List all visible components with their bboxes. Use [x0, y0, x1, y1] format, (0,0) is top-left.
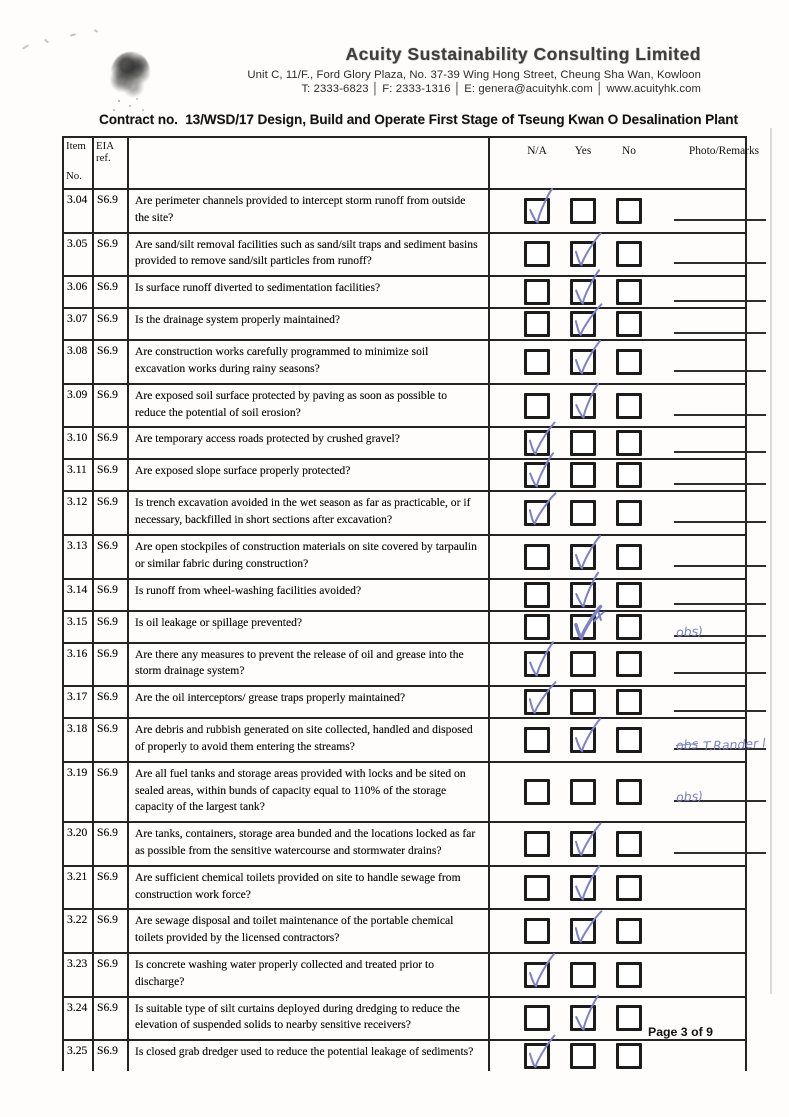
checkbox-yes[interactable]	[570, 198, 596, 224]
item-no-cell: 3.10	[63, 427, 93, 459]
checklist-table	[62, 136, 767, 1071]
item-no-cell: 3.16	[63, 643, 93, 687]
checkbox-na[interactable]	[524, 544, 550, 570]
item-no-cell: 3.07	[63, 308, 93, 340]
checkbox-no[interactable]	[616, 779, 642, 805]
answer-cell	[489, 459, 746, 491]
question-cell: Are sufficient chemical toilets provided on site to handle sewage from construction work force?	[128, 866, 489, 910]
checkbox-no[interactable]	[616, 198, 642, 224]
eia-ref-cell: S6.9	[93, 233, 128, 277]
question-cell: Are construction works carefully programmed to minimize soil excavation works during rainy seasons?	[128, 340, 489, 384]
item-no-cell: 3.11	[63, 459, 93, 491]
question-cell: Is surface runoff diverted to sedimentation facilities?	[128, 276, 489, 308]
x-mark-annotation: ✗	[590, 606, 608, 629]
checkbox-yes[interactable]	[570, 651, 596, 677]
checkbox-na[interactable]	[524, 831, 550, 857]
checkbox-na[interactable]	[524, 1005, 550, 1031]
check-mark-icon	[569, 338, 603, 378]
checkbox-no[interactable]	[616, 614, 642, 640]
question-cell: Are there any measures to prevent the release of oil and grease into the storm drainage system?	[128, 643, 489, 687]
checkbox-na[interactable]	[524, 582, 550, 608]
checkbox-no[interactable]	[616, 544, 642, 570]
remark-line[interactable]	[674, 398, 766, 416]
checkbox-na[interactable]	[524, 1043, 550, 1069]
eia-ref-cell: S6.9	[93, 579, 128, 611]
check-mark-icon	[569, 533, 603, 573]
col-header-eia-ref: EIA ref.	[93, 137, 128, 189]
question-cell: Are exposed slope surface properly protected?	[128, 459, 489, 491]
checkbox-no[interactable]	[616, 462, 642, 488]
eia-ref-cell: S6.9	[93, 189, 128, 233]
checkbox-na[interactable]	[524, 241, 550, 267]
checkbox-yes[interactable]	[570, 727, 596, 753]
checkbox-na[interactable]	[524, 689, 550, 715]
item-no-cell: 3.08	[63, 340, 93, 384]
item-no-cell: 3.24	[63, 997, 93, 1041]
checklist-row	[63, 535, 746, 579]
eia-ref-cell: S6.9	[93, 762, 128, 822]
check-mark-icon	[521, 185, 559, 228]
company-name: Acuity Sustainability Consulting Limited	[345, 44, 701, 64]
table-header-row	[63, 137, 746, 189]
question-cell: Are the oil interceptors/ grease traps properly maintained?	[128, 686, 489, 718]
question-cell: Are all fuel tanks and storage areas provided with locks and be sited on sealed areas, within bunds of capacity equal to 110% of the storage capacity of the largest tank?	[128, 762, 489, 822]
checkbox-yes[interactable]	[570, 544, 596, 570]
checkbox-na[interactable]	[524, 198, 550, 224]
check-mark-icon	[522, 639, 558, 681]
checkbox-na[interactable]	[524, 614, 550, 640]
question-cell: Are open stockpiles of construction materials on site covered by tarpaulin or similar fabric during construction?	[128, 535, 489, 579]
checkbox-yes[interactable]	[570, 311, 596, 337]
checkbox-no[interactable]	[616, 875, 642, 901]
remark-line[interactable]	[674, 505, 766, 523]
answer-cell	[489, 762, 746, 822]
item-no-cell: 3.09	[63, 384, 93, 428]
checklist-row	[63, 611, 746, 643]
checkbox-na[interactable]	[524, 349, 550, 375]
checklist-row	[63, 276, 746, 308]
eia-ref-cell: S6.9	[93, 718, 128, 762]
eia-ref-cell: S6.9	[93, 308, 128, 340]
answer-cell	[489, 909, 746, 953]
check-mark-icon	[522, 451, 558, 493]
item-no-cell: 3.23	[63, 953, 93, 997]
checklist-row	[63, 997, 746, 1041]
checkbox-na[interactable]	[524, 875, 550, 901]
checklist-row	[63, 1040, 746, 1071]
handwritten-remark: obs)	[675, 622, 704, 640]
check-mark-icon	[569, 716, 603, 756]
company-address: Unit C, 11/F., Ford Glory Plaza, No. 37-39 Wing Hong Street, Cheung Sha Wan, Kowloon	[247, 69, 701, 81]
checkbox-na[interactable]	[524, 727, 550, 753]
checklist-row	[63, 762, 746, 822]
question-cell: Is runoff from wheel-washing facilities avoided?	[128, 579, 489, 611]
checkbox-yes[interactable]	[570, 241, 596, 267]
checkbox-yes[interactable]	[570, 393, 596, 419]
check-mark-icon	[567, 380, 605, 423]
answer-cell	[489, 233, 746, 277]
checkbox-no[interactable]	[616, 311, 642, 337]
checkbox-no[interactable]	[616, 1043, 642, 1069]
eia-ref-cell: S6.9	[93, 384, 128, 428]
remark-line[interactable]	[674, 882, 766, 898]
checklist-row	[63, 822, 746, 866]
checkbox-no[interactable]	[616, 831, 642, 857]
remark-line[interactable]	[674, 836, 766, 854]
check-mark-icon	[521, 677, 558, 720]
checkbox-yes[interactable]	[570, 349, 596, 375]
check-mark-icon	[568, 230, 603, 271]
answer-cell	[489, 308, 746, 340]
checkbox-no[interactable]	[616, 349, 642, 375]
answer-cell	[489, 718, 767, 762]
eia-ref-cell: S6.9	[93, 909, 128, 953]
checklist-body	[63, 189, 767, 1071]
eia-ref-cell: S6.9	[93, 866, 128, 910]
remark-line[interactable]	[674, 1050, 766, 1066]
check-mark-icon	[522, 1032, 557, 1073]
item-no-cell: 3.14	[63, 579, 93, 611]
checkbox-no[interactable]	[616, 651, 642, 677]
contract-title: Contract no. 13/WSD/17 Design, Build and Operate First Stage of Tseung Kwan O Desalination Plant	[99, 112, 738, 127]
answer-cell	[489, 953, 746, 997]
checkbox-na[interactable]	[524, 962, 550, 988]
eia-ref-cell: S6.9	[93, 1040, 128, 1071]
eia-ref-cell: S6.9	[93, 276, 128, 308]
answer-cell	[489, 686, 746, 718]
question-cell: Are temporary access roads protected by crushed gravel?	[128, 427, 489, 459]
company-contact: T: 2333-6823 │ F: 2333-1316 │ E: genera@acuityhk.com │ www.acuityhk.com	[301, 83, 701, 95]
eia-ref-cell: S6.9	[93, 535, 128, 579]
col-header-answers	[489, 137, 760, 189]
checklist-row	[63, 189, 746, 233]
checkbox-no[interactable]	[616, 1005, 642, 1031]
handwritten-remark: obs)	[675, 788, 704, 805]
remark-line[interactable]	[674, 587, 766, 605]
eia-ref-cell: S6.9	[93, 686, 128, 718]
eia-ref-cell: S6.9	[93, 643, 128, 687]
checklist-row	[63, 718, 746, 762]
check-mark-icon	[521, 488, 558, 531]
answer-cell	[489, 189, 746, 233]
check-mark-icon	[568, 819, 603, 860]
item-no-cell: 3.04	[63, 189, 93, 233]
check-mark-icon	[523, 951, 557, 991]
check-mark-icon	[567, 906, 604, 949]
checkbox-na[interactable]	[524, 779, 550, 805]
eia-ref-cell: S6.9	[93, 340, 128, 384]
item-header-line2: No.	[66, 170, 82, 182]
answer-cell	[489, 822, 746, 866]
checkbox-yes[interactable]	[570, 962, 596, 988]
question-cell: Is closed grab dredger used to reduce the potential leakage of sediments?	[128, 1040, 489, 1071]
checkbox-na[interactable]	[524, 393, 550, 419]
question-cell: Is suitable type of silt curtains deployed during dredging to reduce the elevation of suspended solids to nearby sensitive receivers?	[128, 997, 489, 1041]
checkbox-na[interactable]	[524, 651, 550, 677]
item-no-cell: 3.25	[63, 1040, 93, 1071]
question-cell: Are exposed soil surface protected by paving as soon as possible to reduce the potential of soil erosion?	[128, 384, 489, 428]
question-cell: Is concrete washing water properly collected and treated prior to discharge?	[128, 953, 489, 997]
remark-line[interactable]	[674, 203, 766, 221]
page-number: Page 3 of 9	[648, 1025, 713, 1039]
checklist-row	[63, 340, 746, 384]
checkbox-no[interactable]	[616, 727, 642, 753]
checklist-row	[63, 579, 746, 611]
answer-cell	[489, 579, 746, 611]
checklist-row	[63, 866, 746, 910]
item-no-cell: 3.13	[63, 535, 93, 579]
col-header-photo-remarks: Photo/Remarks	[688, 145, 760, 157]
scan-edge-line	[770, 128, 772, 994]
answer-cell	[489, 535, 746, 579]
checklist-row	[63, 953, 746, 997]
remark-line[interactable]	[674, 784, 766, 805]
checkbox-yes[interactable]	[570, 875, 596, 901]
checkbox-yes[interactable]	[570, 831, 596, 857]
item-header-line1: Item	[66, 140, 86, 152]
question-cell: Are sand/silt removal facilities such as sand/silt traps and sediment basins provided to remove sand/silt particles from runoff?	[128, 233, 489, 277]
item-no-cell: 3.22	[63, 909, 93, 953]
checklist-row	[63, 384, 746, 428]
item-no-cell: 3.21	[63, 866, 93, 910]
remark-line[interactable]	[674, 619, 766, 640]
checkbox-no[interactable]	[616, 241, 642, 267]
remark-line[interactable]	[674, 732, 767, 754]
checkbox-yes[interactable]	[570, 500, 596, 526]
checkbox-na[interactable]	[524, 279, 550, 305]
stamp-smudge-dots	[118, 100, 120, 102]
checklist-row	[63, 909, 746, 953]
checkbox-no[interactable]	[616, 918, 642, 944]
remark-line[interactable]	[674, 284, 766, 302]
col-header-question	[128, 137, 489, 189]
checklist-row	[63, 427, 746, 459]
checkbox-no[interactable]	[616, 279, 642, 305]
checklist-row	[63, 459, 746, 491]
checkbox-no[interactable]	[616, 393, 642, 419]
checkbox-yes[interactable]	[570, 689, 596, 715]
question-cell: Are perimeter channels provided to intercept storm runoff from outside the site?	[128, 189, 489, 233]
checklist-row	[63, 491, 746, 535]
answer-cell	[489, 606, 746, 643]
answer-cell	[489, 491, 746, 535]
checklist-row	[63, 233, 746, 277]
answer-cell	[489, 340, 746, 384]
checkbox-no[interactable]	[616, 582, 642, 608]
checkbox-na[interactable]	[524, 462, 550, 488]
question-cell: Are tanks, containers, storage area bunded and the locations locked as far as possible from the sensitive watercourse and stormwater drains?	[128, 822, 489, 866]
remark-line[interactable]	[674, 467, 766, 485]
remark-line[interactable]	[674, 656, 766, 674]
checklist-row	[63, 643, 746, 687]
eia-ref-cell: S6.9	[93, 997, 128, 1041]
remark-line[interactable]	[674, 354, 766, 372]
question-cell: Are debris and rubbish generated on site collected, handled and disposed of properly to avoid them entering the streams?	[128, 718, 489, 762]
pencil-marks	[14, 28, 134, 62]
item-no-cell: 3.18	[63, 718, 93, 762]
remark-line[interactable]	[674, 925, 766, 941]
col-header-item-no	[63, 137, 93, 189]
checkbox-na[interactable]	[524, 500, 550, 526]
remark-line[interactable]	[674, 316, 766, 334]
checklist-row	[63, 308, 746, 340]
eia-ref-cell: S6.9	[93, 459, 128, 491]
checkbox-yes[interactable]	[570, 918, 596, 944]
answer-cell	[489, 866, 746, 910]
item-no-cell: 3.05	[63, 233, 93, 277]
handwritten-remark: obs T.Rander l	[675, 735, 767, 754]
item-no-cell: 3.12	[63, 491, 93, 535]
item-no-cell: 3.17	[63, 686, 93, 718]
eia-ref-cell: S6.9	[93, 491, 128, 535]
item-no-cell: 3.20	[63, 822, 93, 866]
check-mark-icon	[567, 299, 604, 342]
checkbox-no[interactable]	[616, 962, 642, 988]
eia-ref-cell: S6.9	[93, 611, 128, 643]
eia-ref-cell: S6.9	[93, 822, 128, 866]
checkbox-yes[interactable]	[570, 779, 596, 805]
checkbox-yes[interactable]	[570, 1005, 596, 1031]
item-no-cell: 3.15	[63, 611, 93, 643]
eia-ref-cell: S6.9	[93, 953, 128, 997]
check-mark-icon	[568, 863, 604, 905]
remark-line[interactable]	[674, 694, 766, 712]
checkbox-yes[interactable]	[570, 462, 596, 488]
col-header-na: N/A	[527, 145, 547, 157]
checkbox-yes[interactable]	[570, 430, 596, 456]
checklist-row	[63, 686, 746, 718]
remark-line[interactable]	[674, 969, 766, 985]
question-cell: Is trench excavation avoided in the wet season as far as practicable, or if necessary, backfilled in short sections after excavation?	[128, 491, 489, 535]
question-cell: Is the drainage system properly maintained?	[128, 308, 489, 340]
col-header-no: No	[622, 145, 636, 157]
item-no-cell: 3.06	[63, 276, 93, 308]
checkbox-na[interactable]	[524, 311, 550, 337]
remark-line[interactable]	[674, 549, 766, 567]
checkbox-na[interactable]	[524, 918, 550, 944]
question-cell: Are sewage disposal and toilet maintenance of the portable chemical toilets provided by the licensed contractors?	[128, 909, 489, 953]
checkbox-no[interactable]	[616, 689, 642, 715]
checkbox-yes[interactable]	[570, 1043, 596, 1069]
remark-line[interactable]	[674, 435, 766, 453]
check-mark-icon	[567, 993, 605, 1036]
checkbox-no[interactable]	[616, 430, 642, 456]
answer-cell	[489, 276, 746, 308]
col-header-yes: Yes	[574, 145, 592, 157]
letterhead	[141, 44, 701, 95]
question-cell: Is oil leakage or spillage prevented?	[128, 611, 489, 643]
item-no-cell: 3.19	[63, 762, 93, 822]
eia-ref-cell: S6.9	[93, 427, 128, 459]
remark-line[interactable]	[674, 246, 766, 264]
answer-cell	[489, 1040, 746, 1071]
checkbox-no[interactable]	[616, 500, 642, 526]
